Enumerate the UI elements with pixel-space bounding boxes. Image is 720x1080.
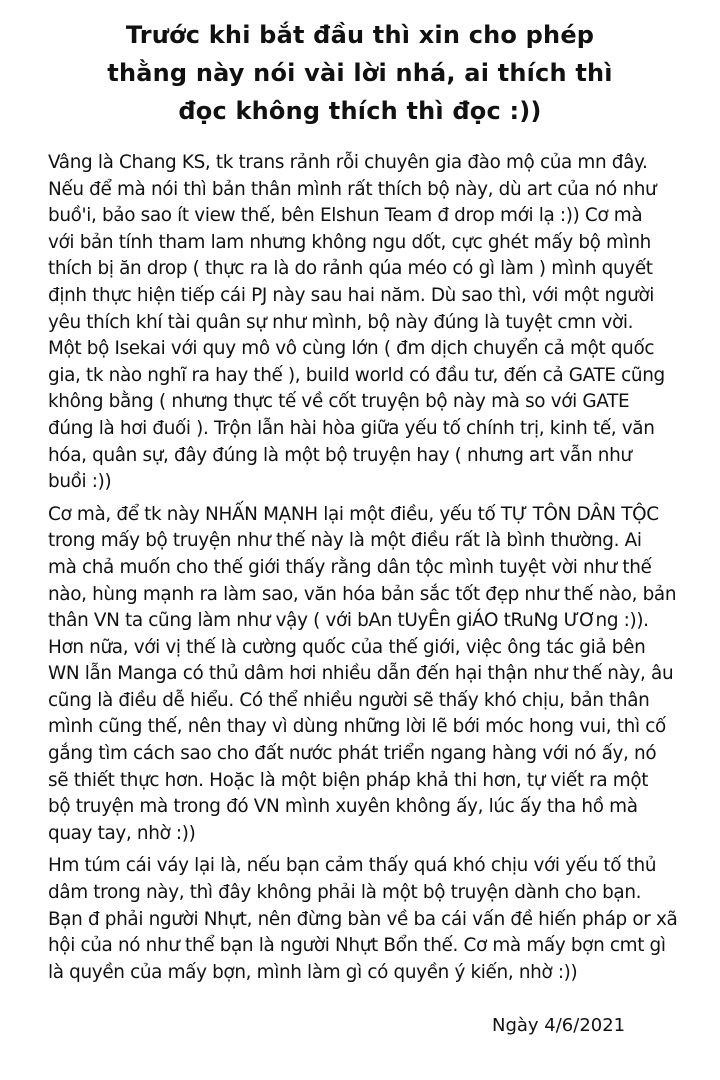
text-line: bộ truyện mà trong đó VN mình xuyên không ấy, lúc ấy tha hồ mà <box>48 796 638 818</box>
paragraph-1 <box>48 150 688 496</box>
text-line: Cơ mà, để tk này NHẤN MẠNH lại một điều, yếu tố TỰ TÔN DÂN TỘC <box>48 503 659 525</box>
text-line: WN lẫn Manga có thủ dâm hơi nhiều dẫn đến hại thận như thế này, âu <box>48 663 674 685</box>
page-title <box>40 16 680 130</box>
text-line: dâm trong này, thì đây không phải là một bộ truyện dành cho bạn. <box>48 882 642 904</box>
date-signature: Ngày 4/6/2021 <box>492 1015 626 1036</box>
paragraph-3 <box>48 853 688 986</box>
text-line: Hơn nữa, với vị thế là cường quốc của thế giới, việc ông tác giả bên <box>48 636 646 658</box>
text-line: mà chả muốn cho thế giới thấy rằng dân tộc mình tuyệt vời như thế <box>48 556 652 578</box>
text-line: Một bộ Isekai với quy mô vô cùng lớn ( đm dịch chuyển cả một quốc <box>48 338 655 360</box>
text-line: sẽ thiết thực hơn. Hoặc là một biện pháp khả thi hơn, tự viết ra một <box>48 769 649 791</box>
text-line: hội của nó như thể bạn là người Nhựt Bổn thế. Cơ mà mấy bợn cmt gì <box>48 935 666 957</box>
title-line: đọc không thích thì đọc :)) <box>178 97 542 125</box>
text-line: Vâng là Chang KS, tk trans rảnh rỗi chuyên gia đào mộ của mn đây. <box>48 152 648 173</box>
title-line: Trước khi bắt đầu thì xin cho phép <box>125 21 595 49</box>
text-line: quay tay, nhờ :)) <box>48 822 196 844</box>
text-line: Nếu để mà nói thì bản thân mình rất thích bộ này, dù art của nó như <box>48 178 657 200</box>
title-line: thằng này nói vài lời nhá, ai thích thì <box>107 59 613 87</box>
text-line: hóa, quân sự, đây đúng là một bộ truyện hay ( nhưng art vẫn như <box>48 444 632 466</box>
text-line: Bạn đ phải người Nhựt, nên đừng bàn về ba cái vấn đề hiến pháp or xã <box>48 908 678 930</box>
text-line: thích bị ăn drop ( thực ra là do rảnh qúa méo có gì làm ) mình quyết <box>48 258 653 280</box>
text-line: gia, tk nào nghĩ ra hay thế ), build world có đầu tư, đến cả GATE cũng <box>48 364 665 386</box>
text-line: Hm túm cái váy lại là, nếu bạn cảm thấy quá khó chịu với yếu tố thủ <box>48 855 657 877</box>
text-line: nào, hùng mạnh ra làm sao, văn hóa bản sắc tốt đẹp như thế nào, bản <box>48 583 677 605</box>
text-line: đúng là hơi đuối ). Trộn lẫn hài hòa giữa yếu tố chính trị, kinh tế, văn <box>48 417 655 439</box>
paragraph-2 <box>48 502 688 848</box>
text-line: không bằng ( nhưng thực tế về cốt truyện bộ này mà so với GATE <box>48 391 630 413</box>
text-line: thân VN ta cũng làm như vậy ( với bAn tUyÊn giÁO tRuNg ƯƠng :)). <box>48 610 649 632</box>
body-text <box>48 150 688 992</box>
text-line: trong mấy bộ truyện như thế này là một điều rất là bình thường. Ai <box>48 530 642 552</box>
text-line: gắng tìm cách sao cho đất nước phát triển ngang hàng với nó ấy, nó <box>48 743 657 765</box>
text-line: mình cũng thế, nên thay vì dùng những lời lẽ bới móc hong vui, thì cố <box>48 716 666 738</box>
text-line: với bản tính tham lam nhưng không ngu dốt, cực ghét mấy bộ mình <box>48 231 651 253</box>
text-line: buồ'i, bảo sao ít view thế, bên Elshun Team đ drop mới lạ :)) Cơ mà <box>48 205 643 227</box>
text-line: cũng là điều dễ hiểu. Có thể nhiều người sẽ thấy khó chịu, bản thân <box>48 689 650 711</box>
text-line: yêu thích khí tài quân sự như mình, bộ này đúng là tuyệt cmn vời. <box>48 311 634 333</box>
text-line: buồi :)) <box>48 471 112 493</box>
text-line: định thực hiện tiếp cái PJ này sau hai năm. Dù sao thì, với một người <box>48 284 655 306</box>
text-line: là quyền của mấy bợn, mình làm gì có quyền ý kiến, nhờ :)) <box>48 961 578 983</box>
